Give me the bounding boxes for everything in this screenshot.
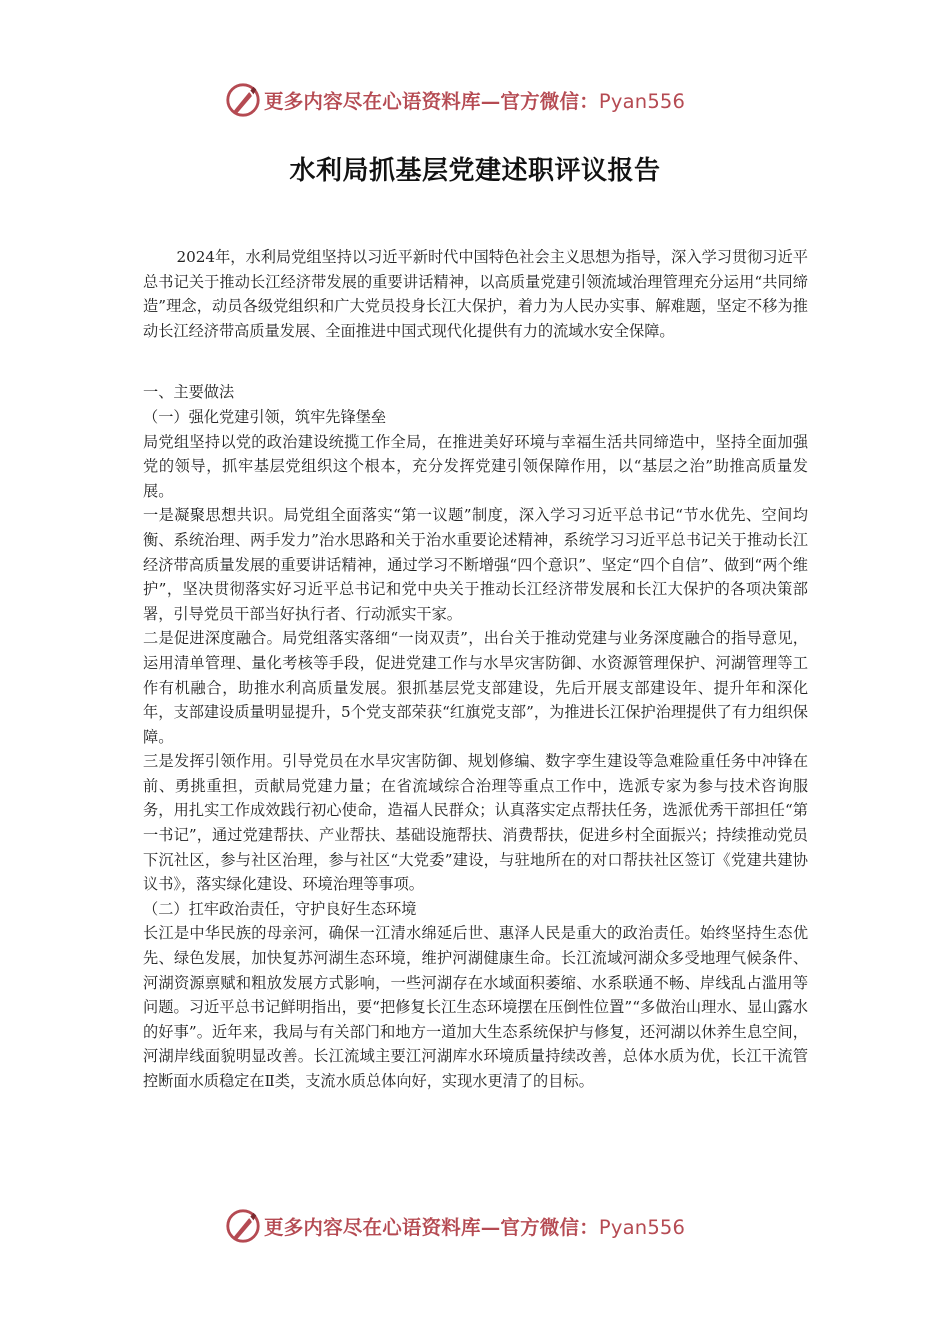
pen-logo-icon — [224, 81, 262, 119]
banner-text-cn: 更多内容尽在心语资料库—官方微信： — [264, 90, 599, 113]
section-heading: 一、主要做法 — [143, 383, 235, 402]
banner-wechat-id: Pyan556 — [598, 90, 686, 113]
paragraph: 长江是中华民族的母亲河，确保一江清水绵延后世、惠泽人民是重大的政治责任。始终坚持生态优先、绿色发展，加快复苏河湖生态环境，维护河湖健康生命。长江流域河湖众多受地理气候条件、河湖资源禀赋和粗放发展方式影响，一些河湖存在水域面积萎缩、水系联通不畅、岸线乱占滥用等问题。习近平总书记鲜明指出，要“把修复长江生态环境摆在压倒性位置”“多做治山理水、显山露水的好事”。近年来，我局与有关部门和地方一道加大生态系统保护与修复，还河湖以休养生息空间，河湖岸线面貌明显改善。长江流域主要江河湖库水环境质量持续改善，总体水质为优，长江干流管控断面水质稳定在Ⅱ类，支流水质总体向好，实现水更清了的目标。 — [143, 924, 808, 1090]
document-title: 水利局抓基层党建述职评议报告 — [289, 156, 661, 186]
subsection-heading: （二）扛牢政治责任，守护良好生态环境 — [143, 899, 417, 918]
paragraph: 局党组坚持以党的政治建设统揽工作全局，在推进美好环境与幸福生活共同缔造中，坚持全面加强党的领导，抓牢基层党组织这个根本，充分发挥党建引领保障作用，以“基层之治”助推高质量发展。 — [143, 432, 808, 500]
banner-text — [264, 1212, 685, 1240]
paragraph: 二是促进深度融合。局党组落实落细“一岗双责”，出台关于推动党建与业务深度融合的指导意见，运用清单管理、量化考核等手段，促进党建工作与水旱灾害防御、水资源管理保护、河湖管理等工作有机融合，助推水利高质量发展。狠抓基层党支部建设，先后开展支部建设年、提升年和深化年，支部建设质量明显提升，5个党支部荣获“红旗党支部”，为推进长江保护治理提供了有力组织保障。 — [143, 629, 808, 746]
paragraph: 三是发挥引领作用。引导党员在水旱灾害防御、规划修编、数字孪生建设等急难险重任务中冲锋在前、勇挑重担，贡献局党建力量；在省流域综合治理等重点工作中，选派专家为参与技术咨询服务，用扎实工作成效践行初心使命，造福人民群众；认真落实定点帮扶任务，选派优秀干部担任“第一书记”，通过党建帮扶、产业帮扶、基础设施帮扶、消费帮扶，促进乡村全面振兴；持续推动党员下沉社区，参与社区治理，参与社区“大党委”建设，与驻地所在的对口帮扶社区签订《党建共建协议书》，落实绿化建设、环境治理等事项。 — [143, 752, 808, 894]
paragraph: 一是凝聚思想共识。局党组全面落实“第一议题”制度，深入学习习近平总书记“节水优先、空间均衡、系统治理、两手发力”治水思路和关于治水重要论述精神，系统学习习近平总书记关于推动长江经济带高质量发展的重要讲话精神，通过学习不断增强“四个意识”、坚定“四个自信”、做到“两个维护”，坚决贯彻落实好习近平总书记和党中央关于推动长江经济带发展和长江大保护的各项决策部署，引导党员干部当好执行者、行动派实干家。 — [143, 506, 808, 623]
intro-paragraph: 2024年，水利局党组坚持以习近平新时代中国特色社会主义思想为指导，深入学习贯彻习近平总书记关于推动长江经济带发展的重要讲话精神，以高质量党建引领流域治理管理充分运用“共同缔造”理念，动员各级党组织和广大党员投身长江大保护，着力为人民办实事、解难题，坚定不移为推动长江经济带高质量发展、全面推进中国式现代化提供有力的流域水安全保障。 — [143, 248, 808, 340]
subsection-heading: （一）强化党建引领，筑牢先锋堡垒 — [143, 407, 386, 426]
banner-text-cn: 更多内容尽在心语资料库—官方微信： — [264, 1216, 599, 1239]
header-banner — [0, 80, 950, 120]
banner-wechat-id: Pyan556 — [598, 1216, 686, 1239]
document-body — [143, 245, 808, 1094]
banner-text — [264, 86, 685, 114]
pen-logo-icon — [224, 1207, 262, 1245]
footer-banner — [0, 1206, 950, 1246]
